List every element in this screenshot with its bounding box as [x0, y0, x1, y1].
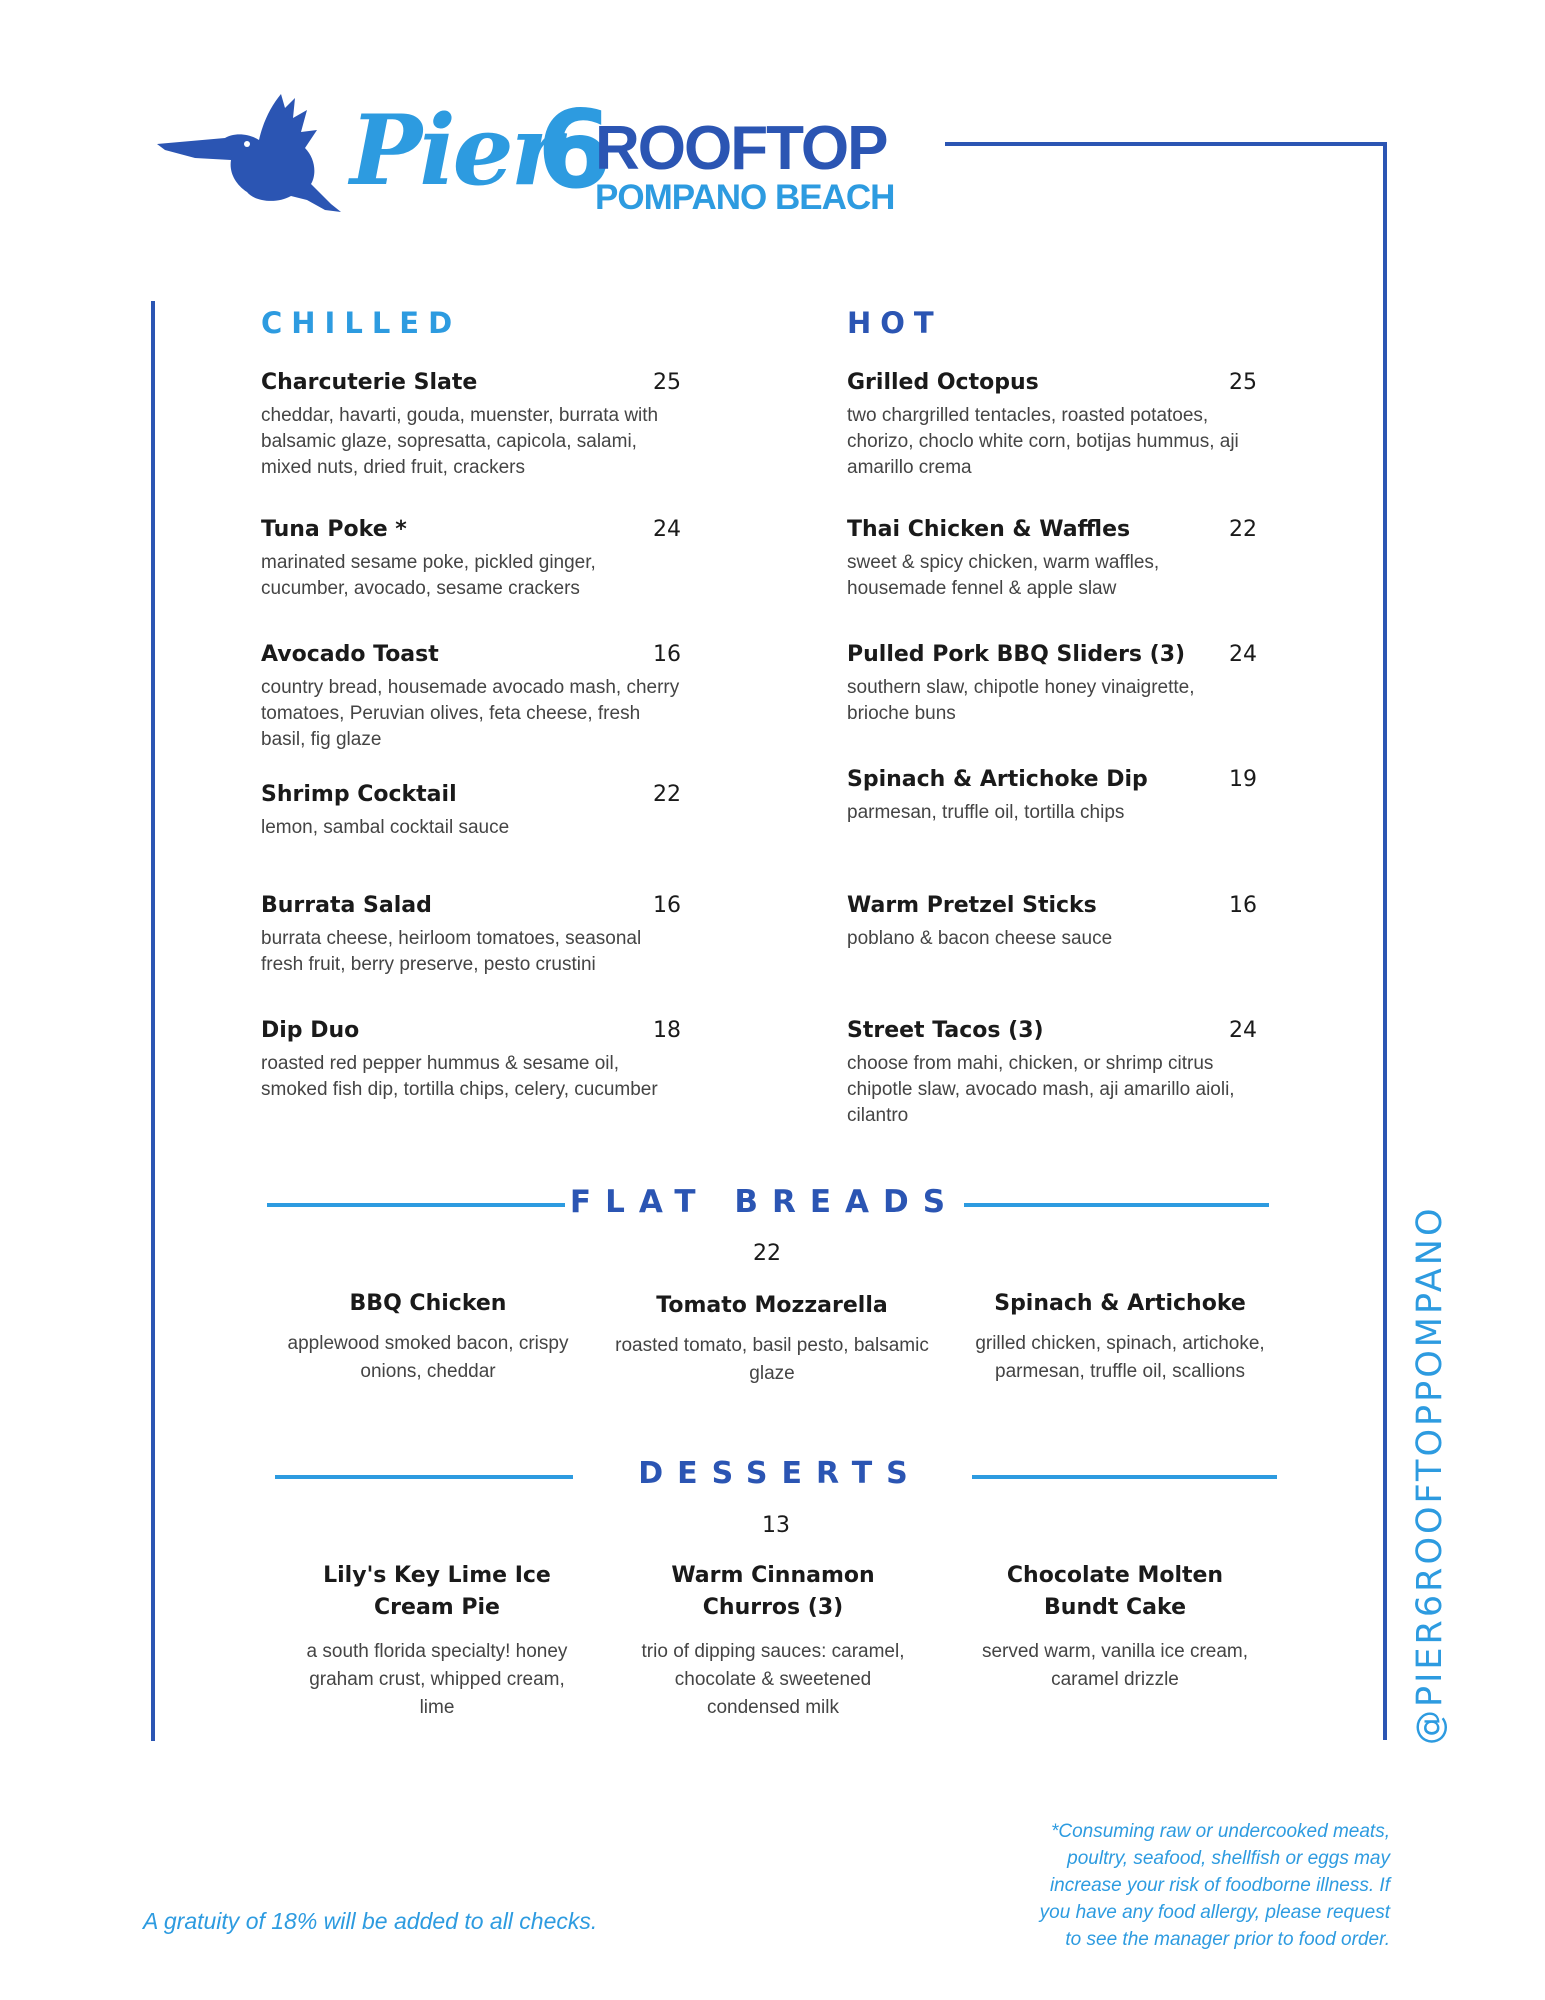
menu-item: [268, 1288, 588, 1386]
desserts-rule-left: [275, 1475, 573, 1479]
item-description: cheddar, havarti, gouda, muenster, burrata with balsamic glaze, sopresatta, capicola, salami, mixed nuts, dried fruit, crackers: [261, 405, 659, 478]
item-name: Warm Pretzel Sticks: [847, 893, 1097, 918]
item-price: 25: [1229, 370, 1257, 395]
consumption-warning: *Consuming raw or undercooked meats, poultry, seafood, shellfish or eggs may increase your risk of foodborne illness. If you have any food allergy, please request to see the manager prior to food order.: [1039, 1821, 1390, 1950]
menu-item: [292, 1560, 582, 1722]
item-name: Lily's Key Lime Ice Cream Pie: [323, 1563, 551, 1620]
item-price: 22: [1229, 517, 1257, 542]
item-name: Avocado Toast: [261, 642, 439, 667]
item-price: 16: [653, 893, 681, 918]
item-name: Shrimp Cocktail: [261, 782, 457, 807]
flatbreads-rule-left: [267, 1203, 565, 1207]
item-name: Spinach & Artichoke Dip: [847, 767, 1148, 792]
menu-item: [612, 1290, 932, 1388]
menu-item: [261, 370, 681, 481]
menu-item: [847, 370, 1257, 481]
flatbreads-price: 22: [753, 1241, 781, 1266]
menu-item: [970, 1560, 1260, 1694]
frame-left: [151, 301, 155, 1741]
item-price: 25: [653, 370, 681, 395]
logo-location: POMPANO BEACH: [595, 178, 895, 217]
menu-item: [628, 1560, 918, 1722]
item-price: 24: [1229, 1018, 1257, 1043]
item-description: sweet & spicy chicken, warm waffles, housemade fennel & apple slaw: [847, 552, 1160, 599]
item-description: lemon, sambal cocktail sauce: [261, 817, 510, 838]
menu-item: [847, 517, 1257, 602]
item-price: 24: [653, 517, 681, 542]
chilled-heading: CHILLED: [261, 306, 462, 340]
item-name: BBQ Chicken: [349, 1291, 507, 1316]
item-name: Pulled Pork BBQ Sliders (3): [847, 642, 1186, 667]
flatbreads-heading: FLAT BREADS: [569, 1184, 960, 1220]
item-description: roasted red pepper hummus & sesame oil, smoked fish dip, tortilla chips, celery, cucumber: [261, 1053, 658, 1100]
item-name: Spinach & Artichoke: [994, 1291, 1246, 1316]
item-name: Charcuterie Slate: [261, 370, 478, 395]
logo-number: 6: [537, 88, 613, 213]
menu-item: [847, 767, 1257, 826]
menu-item: [847, 1018, 1257, 1129]
desserts-rule-right: [972, 1475, 1277, 1479]
item-name: Chocolate Molten Bundt Cake: [1006, 1563, 1224, 1620]
item-description: burrata cheese, heirloom tomatoes, seasonal fresh fruit, berry preserve, pesto crustini: [261, 928, 642, 975]
logo-rooftop: ROOFTOP: [595, 114, 887, 183]
menu-item: [261, 642, 681, 753]
item-price: 16: [1229, 893, 1257, 918]
desserts-price: 13: [762, 1513, 790, 1538]
item-name: Burrata Salad: [261, 893, 432, 918]
logo: [155, 88, 895, 238]
item-description: poblano & bacon cheese sauce: [847, 928, 1113, 949]
item-price: 18: [653, 1018, 681, 1043]
item-description: grilled chicken, spinach, artichoke, parmesan, truffle oil, scallions: [975, 1333, 1265, 1382]
pelican-icon: [155, 88, 345, 236]
item-description: served warm, vanilla ice cream, caramel drizzle: [981, 1641, 1249, 1690]
menu-item: [261, 893, 681, 978]
item-description: choose from mahi, chicken, or shrimp citrus chipotle slaw, avocado mash, aji amarillo aioli, cilantro: [847, 1053, 1235, 1126]
menu-item: [261, 1018, 681, 1103]
logo-script-word: Pier: [350, 94, 559, 207]
item-description: roasted tomato, basil pesto, balsamic glaze: [615, 1335, 929, 1384]
item-description: a south florida specialty! honey graham crust, whipped cream, lime: [306, 1641, 568, 1718]
flatbreads-rule-right: [964, 1203, 1269, 1207]
item-name: Tuna Poke *: [261, 517, 407, 542]
item-description: trio of dipping sauces: caramel, chocolate & sweetened condensed milk: [641, 1641, 905, 1718]
item-name: Tomato Mozzarella: [656, 1293, 888, 1318]
item-description: two chargrilled tentacles, roasted potatoes, chorizo, choclo white corn, botijas hummus, aji amarillo crema: [847, 405, 1239, 478]
item-price: 22: [653, 782, 681, 807]
hot-heading: HOT: [847, 306, 943, 340]
menu-item: [261, 782, 681, 841]
item-price: 16: [653, 642, 681, 667]
item-description: parmesan, truffle oil, tortilla chips: [847, 802, 1125, 823]
social-handle: @PIER6ROOFTOPPOMPANO: [1410, 1205, 1450, 1745]
menu-item: [955, 1288, 1285, 1386]
item-description: applewood smoked bacon, crispy onions, cheddar: [287, 1333, 569, 1382]
menu-item: [261, 517, 681, 602]
item-description: marinated sesame poke, pickled ginger, cucumber, avocado, sesame crackers: [261, 552, 596, 599]
item-description: southern slaw, chipotle honey vinaigrette, brioche buns: [847, 677, 1195, 724]
item-price: 19: [1229, 767, 1257, 792]
item-name: Dip Duo: [261, 1018, 360, 1043]
menu-item: [847, 893, 1257, 952]
item-name: Street Tacos (3): [847, 1018, 1044, 1043]
gratuity-note: A gratuity of 18% will be added to all checks.: [143, 1908, 598, 1934]
frame-top-right: [945, 142, 1387, 146]
frame-right: [1383, 142, 1387, 1740]
item-name: Thai Chicken & Waffles: [847, 517, 1131, 542]
item-name: Warm Cinnamon Churros (3): [671, 1563, 875, 1620]
item-description: country bread, housemade avocado mash, cherry tomatoes, Peruvian olives, feta cheese, fresh basil, fig glaze: [261, 677, 680, 750]
desserts-heading: DESSERTS: [638, 1456, 922, 1491]
menu-item: [847, 642, 1257, 727]
item-name: Grilled Octopus: [847, 370, 1039, 395]
item-price: 24: [1229, 642, 1257, 667]
